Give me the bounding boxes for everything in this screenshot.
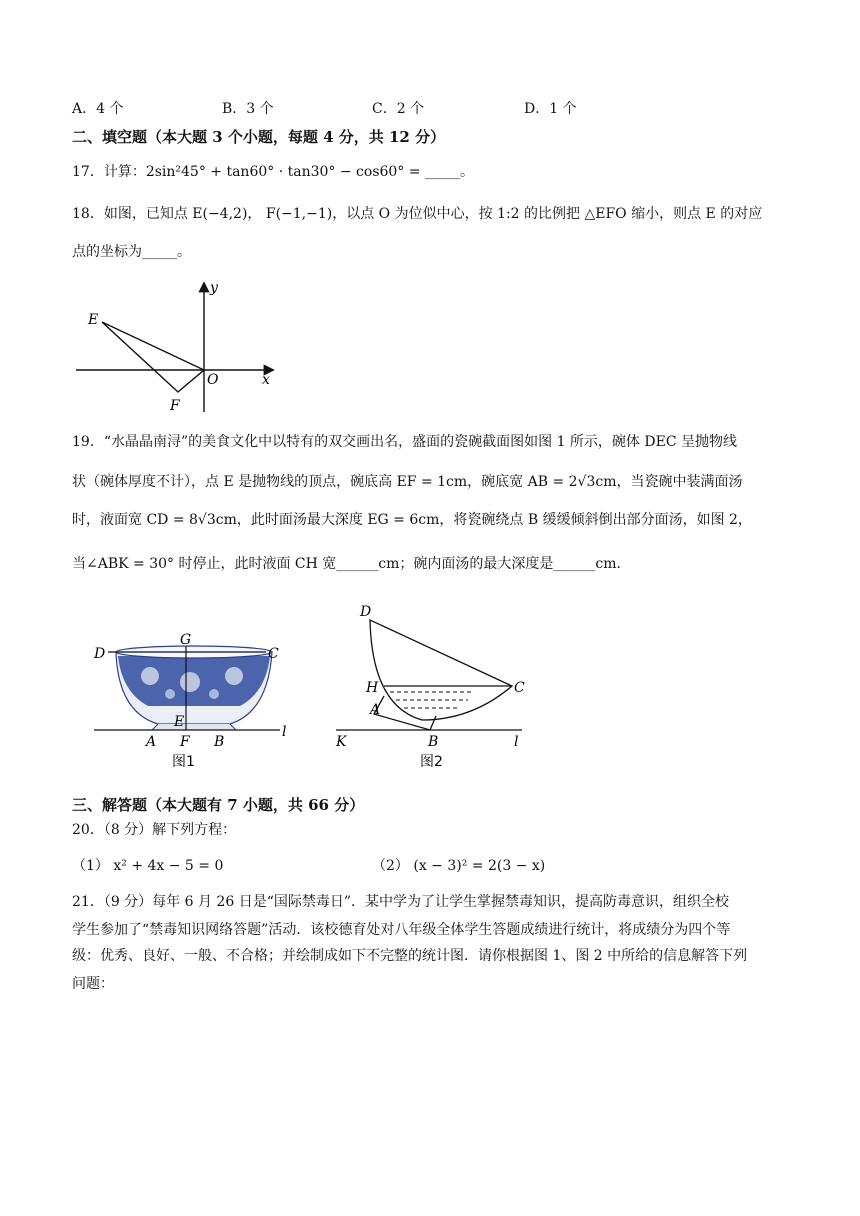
figure-1-caption: 图1 bbox=[172, 754, 195, 770]
label-h: H bbox=[366, 680, 379, 696]
question-18-line-1: 18．如图，已知点 E(−4,2)， F(−1,−1)，以点 O 为位似中心，按 1:2 的比例把 △EFO 缩小，则点 E 的对应 bbox=[72, 206, 763, 222]
label-c: C bbox=[268, 646, 279, 662]
triangle-efo bbox=[102, 322, 204, 392]
question-19-line-4: 当∠ABK = 30° 时停止，此时液面 CH 宽______cm；碗内面汤的最大深度是______cm． bbox=[72, 556, 631, 572]
question-18-line-2: 点的坐标为_____。 bbox=[72, 244, 191, 260]
option-c: C．2 个 bbox=[372, 101, 425, 117]
label-e-bowl: E bbox=[174, 714, 185, 730]
bowl-figure-1 bbox=[90, 632, 300, 772]
flower-3 bbox=[225, 667, 243, 685]
option-b: B．3 个 bbox=[222, 101, 274, 117]
label-y: y bbox=[210, 280, 218, 296]
label-x: x bbox=[262, 372, 270, 388]
label-a: A bbox=[146, 734, 157, 750]
label-l-2: l bbox=[514, 734, 519, 750]
label-f: F bbox=[170, 398, 180, 414]
question-21-line-1: 21．（9 分）每年 6 月 26 日是“国际禁毒日”．某中学为了让学生掌握禁毒知识，提高防毒意识，组织全校 bbox=[72, 894, 730, 910]
question-20-part-1: （1） x² + 4x − 5 = 0 bbox=[72, 858, 224, 874]
section-2-title: 二、填空题（本大题 3 个小题，每题 4 分，共 12 分） bbox=[72, 128, 446, 146]
label-b-2: B bbox=[428, 734, 439, 750]
flower-1 bbox=[141, 667, 159, 685]
flower-5 bbox=[209, 689, 219, 699]
coordinate-figure bbox=[74, 278, 284, 418]
bowl-foot bbox=[152, 724, 236, 730]
question-17: 17．计算：2sin²45° + tan60° · tan30° − cos60° = _____。 bbox=[72, 164, 474, 180]
figure-2-caption: 图2 bbox=[420, 754, 443, 770]
question-19-line-3: 时，液面宽 CD = 8√3cm，此时面汤最大深度 EG = 6cm，将瓷碗绕点 B 缓缓倾斜倒出部分面汤，如图 2， bbox=[72, 512, 752, 528]
label-o: O bbox=[207, 372, 219, 388]
question-20-stem: 20．（8 分）解下列方程： bbox=[72, 822, 237, 838]
question-21-line-4: 问题： bbox=[72, 976, 114, 992]
question-21-line-3: 级：优秀、良好、一般、不合格；并绘制成如下不完整的统计图．请你根据图 1、图 2 中所给的信息解答下列 bbox=[72, 948, 748, 964]
label-e: E bbox=[88, 312, 99, 328]
question-19-line-1: 19．“水晶晶南浔”的美食文化中以特有的双交画出名，盛面的瓷碗截面图如图 1 所示，碗体 DEC 呈抛物线 bbox=[72, 434, 737, 450]
label-l: l bbox=[282, 724, 287, 740]
flower-4 bbox=[165, 689, 175, 699]
label-d: D bbox=[94, 646, 106, 662]
label-c-2: C bbox=[514, 680, 525, 696]
label-a-2: A bbox=[370, 702, 381, 718]
question-21-line-2: 学生参加了“禁毒知识网络答题”活动．该校德育处对八年级全体学生答题成绩进行统计，将成绩分为四个等 bbox=[72, 922, 731, 938]
flower-2 bbox=[180, 672, 200, 692]
label-g: G bbox=[180, 632, 192, 648]
option-a: A．4 个 bbox=[72, 101, 124, 117]
question-19-line-2: 状（碗体厚度不计），点 E 是抛物线的顶点，碗底高 EF = 1cm，碗底宽 AB = 2√3cm，当瓷碗中装满面汤 bbox=[72, 474, 743, 490]
label-f-bowl: F bbox=[180, 734, 190, 750]
tilted-bowl-figure-2 bbox=[332, 600, 532, 776]
label-b: B bbox=[214, 734, 225, 750]
question-20-part-2: （2） (x − 3)² = 2(3 − x) bbox=[372, 858, 546, 874]
label-d-2: D bbox=[360, 604, 372, 620]
option-d: D．1 个 bbox=[524, 101, 577, 117]
tilted-bowl-outline bbox=[370, 620, 512, 720]
section-3-title: 三、解答题（本大题有 7 小题，共 66 分） bbox=[72, 796, 365, 814]
label-k: K bbox=[336, 734, 347, 750]
